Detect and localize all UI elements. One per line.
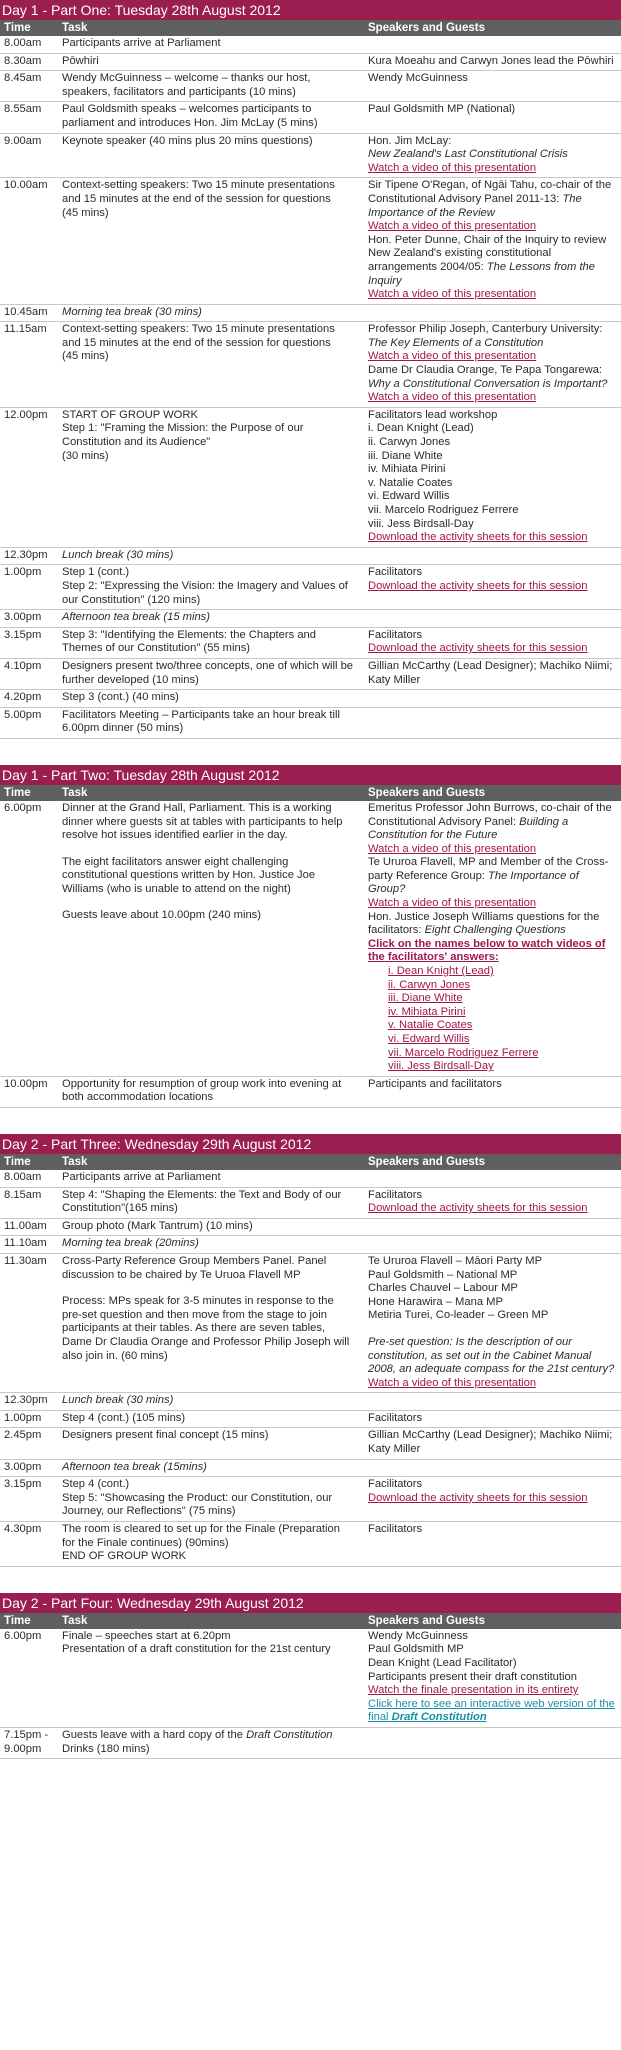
talk-title: Eight Challenging Questions	[424, 924, 566, 937]
row-speakers: Wendy McGuinness	[368, 72, 468, 85]
facilitator-video-link[interactable]: iv. Mihiata Pirini	[388, 1005, 466, 1018]
row-time: 12.00pm	[4, 408, 48, 421]
table-row	[0, 1428, 621, 1459]
row-time: 5.00pm	[4, 708, 42, 721]
talk-title: The Importance of the Review	[368, 192, 582, 219]
task-duration: (30 mins)	[62, 449, 109, 462]
panel-member: Charles Chauvel – Labour MP	[368, 1282, 518, 1295]
table-row	[0, 1477, 621, 1522]
row-time: 4.20pm	[4, 691, 42, 704]
task-text: Context-setting speakers: Two 15 minute presentations and 15 minutes at the end of the session for questions	[62, 179, 335, 205]
table-row	[0, 1728, 621, 1759]
table-row	[0, 71, 621, 102]
table-row	[0, 1411, 621, 1429]
row-speakers	[364, 1630, 621, 1725]
table-row	[0, 1254, 621, 1393]
table-row	[0, 801, 621, 1077]
row-speakers	[364, 306, 621, 320]
task-text: The room is cleared to set up for the Finale (Preparation for the Finale continues) (90mins)	[62, 1523, 340, 1549]
row-speakers	[364, 1461, 621, 1475]
download-activity-sheets-link[interactable]: Download the activity sheets for this session	[368, 1202, 588, 1215]
preset-question: Pre-set question: Is the description of our constitution, as set out in the Cabinet Manual 2008, an adequate compass for the 21st century?	[368, 1335, 615, 1376]
row-time: 1.00pm	[4, 566, 42, 579]
facilitator-item: vii. Marcelo Rodriguez Ferrere	[368, 504, 519, 516]
row-time: 3.00pm	[4, 611, 42, 624]
speaker-entry	[368, 364, 617, 391]
watch-video-link[interactable]: Watch a video of this presentation	[368, 897, 537, 910]
watch-finale-link[interactable]: Watch the finale presentation in its entirety	[368, 1684, 579, 1697]
header-time: Time	[4, 22, 31, 34]
table-row	[0, 1393, 621, 1411]
task-text: Cross-Party Reference Group Members Panel. Panel discussion to be chaired by Te Uruoa Flavell MP	[62, 1254, 327, 1281]
link-text-emphasis: Draft Constitution	[391, 1711, 487, 1724]
row-time: 10.00am	[4, 179, 48, 192]
speaker-entry	[368, 323, 617, 350]
task-text-emphasis: Draft Constitution	[246, 1728, 333, 1741]
speaker-entry	[368, 911, 617, 938]
table-row	[0, 1460, 621, 1478]
section-title: Day 1 - Part One: Tuesday 28th August 2012	[0, 0, 621, 20]
row-speakers: Gillian McCarthy (Lead Designer); Machiko Niimi; Katy Miller	[368, 659, 613, 686]
row-speakers	[364, 1478, 621, 1519]
talk-title: New Zealand's Last Constitutional Crisis	[368, 148, 568, 161]
table-row	[0, 1170, 621, 1188]
table-row	[0, 408, 621, 548]
header-speakers: Speakers and Guests	[368, 1155, 485, 1168]
facilitator-video-link[interactable]: iii. Diane White	[388, 992, 463, 1005]
time-start: 7.15pm -	[4, 1728, 49, 1741]
task-text: Drinks (180 mins)	[62, 1742, 150, 1755]
row-task: Step 3: "Identifying the Elements: the Chapters and Themes of our Constitution" (55 mins)	[62, 628, 316, 655]
row-speakers	[364, 135, 621, 176]
table-header	[0, 785, 621, 801]
section-day2-part3	[0, 1134, 621, 1567]
interactive-constitution-link[interactable]	[368, 1698, 617, 1725]
row-task	[58, 1729, 364, 1756]
row-speakers	[364, 1729, 621, 1756]
row-task: Afternoon tea break (15 mins)	[62, 611, 210, 624]
section-title: Day 2 - Part Four: Wednesday 29th August 2012	[0, 1593, 621, 1613]
table-row	[0, 1077, 621, 1108]
table-row	[0, 178, 621, 304]
row-task	[58, 802, 364, 1074]
header-task: Task	[62, 786, 88, 799]
facilitator-item: ii. Carwyn Jones	[368, 436, 451, 449]
task-text	[62, 1729, 356, 1743]
speaker-entry	[368, 179, 617, 220]
task-text: The eight facilitators answer eight challenging constitutional questions written by Hon. Justice Joe Williams (who is unable to attend on the night)	[62, 855, 316, 895]
row-time: 2.45pm	[4, 1429, 42, 1442]
speaker-name: Hon. Jim McLay:	[368, 134, 452, 147]
task-text: Step 1: "Framing the Mission: the Purpose of our Constitution and its Audience"	[62, 422, 304, 449]
task-text: Process: MPs speak for 3-5 minutes in response to the pre-set question and then move from the stage to join participants at their tables. As there are seven tables, Dame Dr Claudia Orange and Professor Philip Joseph will also join in. (60 mins)	[62, 1295, 350, 1362]
table-row	[0, 54, 621, 72]
header-speakers: Speakers and Guests	[368, 786, 485, 799]
row-task: Afternoon tea break (15mins)	[62, 1460, 207, 1473]
table-row	[0, 322, 621, 408]
table-row	[0, 134, 621, 179]
row-task	[58, 566, 364, 607]
watch-video-link[interactable]: Watch a video of this presentation	[368, 220, 537, 233]
task-text: END OF GROUP WORK	[62, 1550, 187, 1563]
time-end: 9.00pm	[4, 1742, 42, 1755]
row-speakers	[364, 323, 621, 405]
facilitator-video-link[interactable]: i. Dean Knight (Lead)	[388, 965, 494, 978]
row-task: Keynote speaker (40 mins plus 20 mins questions)	[62, 134, 313, 147]
row-time: 6.00pm	[4, 801, 42, 814]
row-speakers: Facilitators	[368, 1523, 423, 1536]
panel-member: Hone Harawira – Mana MP	[368, 1295, 503, 1308]
row-time: 10.45am	[4, 305, 48, 318]
row-speakers: Facilitators	[368, 1411, 423, 1424]
task-text: Step 5: "Showcasing the Product: our Constitution, our Journey, our Reflections" (75 mins)	[62, 1491, 333, 1518]
speaker-name: Paul Goldsmith MP	[368, 1643, 464, 1656]
task-text: Context-setting speakers: Two 15 minute presentations and 15 minutes at the end of the session for questions	[62, 323, 335, 349]
table-row	[0, 1522, 621, 1567]
row-time: 6.00pm	[4, 1629, 42, 1642]
header-time: Time	[4, 786, 31, 799]
link-text: Click here to see an interactive web version of the final	[368, 1697, 615, 1724]
facilitator-item: iii. Diane White	[368, 449, 443, 462]
table-row	[0, 1236, 621, 1254]
row-task: Step 4: "Shaping the Elements: the Text and Body of our Constitution"(165 mins)	[62, 1188, 342, 1215]
row-speakers	[364, 549, 621, 563]
table-header	[0, 1613, 621, 1629]
row-task	[58, 1630, 364, 1725]
row-time: 9.00am	[4, 134, 42, 147]
row-task	[58, 179, 364, 301]
row-time: 11.30am	[4, 1254, 47, 1267]
facilitator-video-link[interactable]: vi. Edward Willis	[388, 1033, 470, 1045]
row-time: 11.00am	[4, 1219, 47, 1232]
facilitator-item: i. Dean Knight (Lead)	[368, 422, 474, 435]
row-time: 11.15am	[4, 323, 47, 336]
facilitator-video-link[interactable]: viii. Jess Birdsall-Day	[388, 1060, 494, 1073]
download-activity-sheets-link[interactable]: Download the activity sheets for this session	[368, 1491, 588, 1504]
download-activity-sheets-link[interactable]: Download the activity sheets for this session	[368, 579, 588, 592]
speaker-name: Facilitators	[368, 1478, 423, 1491]
talk-title: Building a Constitution for the Future	[368, 815, 569, 842]
speaker-name: Dean Knight (Lead Facilitator)	[368, 1657, 517, 1669]
download-activity-sheets-link[interactable]: Download the activity sheets for this session	[368, 642, 588, 655]
row-speakers	[364, 1220, 621, 1234]
task-duration: (45 mins)	[62, 350, 109, 363]
table-row	[0, 1188, 621, 1219]
speaker-name: Facilitators	[368, 566, 423, 579]
talk-title: The Lessons from the Inquiry	[368, 260, 595, 287]
row-task	[58, 1523, 364, 1564]
facilitator-item: vi. Edward Willis	[368, 490, 450, 503]
header-speakers: Speakers and Guests	[368, 1614, 485, 1627]
row-speakers	[364, 611, 621, 625]
speaker-name: Te Ururoa Flavell, MP and Member of the Cross-party Reference Group:	[368, 856, 609, 882]
row-time: 3.15pm	[4, 628, 42, 641]
row-task: Pōwhiri	[62, 54, 99, 67]
row-task: Step 4 (cont.) (105 mins)	[62, 1411, 186, 1424]
row-task: Morning tea break (20mins)	[62, 1237, 199, 1250]
row-time: 3.15pm	[4, 1478, 42, 1491]
row-task: Step 3 (cont.) (40 mins)	[62, 691, 179, 704]
task-text: Guests leave about 10.00pm (240 mins)	[62, 909, 261, 922]
table-row	[0, 1219, 621, 1237]
row-time: 3.00pm	[4, 1460, 42, 1473]
speaker-name: Participants present their draft constitution	[368, 1670, 577, 1683]
row-task: Lunch break (30 mins)	[62, 1394, 174, 1407]
speaker-name: Hon. Peter Dunne, Chair of the Inquiry to review New Zealand's existing constitutional arrangements 2004/05:	[368, 233, 607, 273]
row-speakers	[364, 37, 621, 51]
table-row	[0, 659, 621, 690]
watch-video-link[interactable]: Watch a video of this presentation	[368, 288, 537, 301]
speaker-entry	[368, 802, 617, 843]
talk-title: The Key Elements of a Constitution	[368, 336, 544, 349]
row-speakers	[364, 709, 621, 736]
row-task: Designers present final concept (15 mins)	[62, 1429, 269, 1442]
speaker-name: Dame Dr Claudia Orange, Te Papa Tongarewa:	[368, 364, 603, 377]
header-task: Task	[62, 1155, 88, 1168]
row-time: 8.00am	[4, 1170, 42, 1183]
row-task: Participants arrive at Parliament	[62, 37, 221, 49]
speaker-name: Emeritus Professor John Burrows, co-chair of the Constitutional Advisory Panel:	[368, 801, 612, 828]
header-time: Time	[4, 1614, 31, 1627]
row-task: Facilitators Meeting – Participants take an hour break till 6.00pm dinner (50 mins)	[62, 708, 340, 735]
row-time: 1.00pm	[4, 1411, 42, 1424]
watch-video-link[interactable]: Watch a video of this presentation	[368, 1376, 537, 1389]
watch-video-link[interactable]: Watch a video of this presentation	[368, 161, 537, 174]
table-row	[0, 36, 621, 54]
table-header	[0, 1154, 621, 1170]
row-time: 12.30pm	[4, 548, 48, 561]
task-text-part: Guests leave with a hard copy of the	[62, 1728, 247, 1741]
panel-member: Paul Goldsmith – National MP	[368, 1268, 518, 1281]
header-task: Task	[62, 22, 88, 34]
facilitator-video-link[interactable]: v. Natalie Coates	[388, 1019, 473, 1032]
table-row	[0, 628, 621, 659]
task-text: START OF GROUP WORK	[62, 408, 198, 421]
speaker-name: Sir Tipene O'Regan, of Ngāi Tahu, co-chair of the Constitutional Advisory Panel 2011-13:	[368, 179, 612, 205]
speaker-name: Facilitators	[368, 628, 423, 641]
table-row	[0, 305, 621, 323]
row-time: 4.10pm	[4, 659, 42, 672]
row-time: 10.00pm	[4, 1077, 48, 1090]
row-task	[58, 1478, 364, 1519]
row-time: 8.00am	[4, 37, 42, 49]
section-day2-part4	[0, 1593, 621, 1759]
row-speakers	[364, 179, 621, 301]
row-task: Participants arrive at Parliament	[62, 1170, 221, 1183]
table-row	[0, 565, 621, 610]
row-speakers	[364, 566, 621, 607]
row-speakers	[364, 1171, 621, 1185]
row-task: Paul Goldsmith speaks – welcomes participants to parliament and introduces Hon. Jim McLay (5 mins)	[62, 103, 318, 129]
row-task: Lunch break (30 mins)	[62, 548, 174, 561]
talk-title: The Importance of Group?	[368, 869, 579, 896]
watch-video-link[interactable]: Watch a video of this presentation	[368, 350, 537, 363]
facilitator-video-link[interactable]: ii. Carwyn Jones	[388, 978, 471, 991]
row-time: 12.30pm	[4, 1394, 48, 1407]
header-task: Task	[62, 1614, 88, 1627]
speaker-entry	[368, 856, 617, 897]
speaker-name: Wendy McGuinness	[368, 1629, 468, 1642]
facilitator-item: viii. Jess Birdsall-Day	[368, 517, 474, 530]
speaker-name: Hon. Justice Joseph Williams questions for the facilitators:	[368, 910, 600, 937]
watch-video-link[interactable]: Watch a video of this presentation	[368, 391, 537, 404]
talk-title: Why a Constitutional Conversation is Important?	[368, 377, 608, 390]
row-task: Morning tea break (30 mins)	[62, 305, 202, 318]
row-time: 11.10am	[4, 1237, 47, 1250]
download-activity-sheets-link[interactable]: Download the activity sheets for this session	[368, 531, 588, 544]
row-task: Wendy McGuinness – welcome – thanks our host, speakers, facilitators and participants (10 mins)	[62, 72, 311, 98]
table-header	[0, 20, 621, 36]
section-title: Day 2 - Part Three: Wednesday 29th August 2012	[0, 1134, 621, 1154]
table-row	[0, 708, 621, 739]
section-day1-part2	[0, 765, 621, 1108]
task-text: Dinner at the Grand Hall, Parliament. This is a working dinner where guests sit at tables with participants to help resolve hot issues identified earlier in the day.	[62, 801, 343, 842]
row-speakers	[364, 691, 621, 705]
task-text: Step 4 (cont.)	[62, 1478, 130, 1491]
row-speakers: Gillian McCarthy (Lead Designer); Machiko Niimi; Katy Miller	[368, 1429, 613, 1456]
row-speakers	[364, 629, 621, 656]
task-text: Finale – speeches start at 6.20pm	[62, 1629, 231, 1642]
task-text: Presentation of a draft constitution for the 21st century	[62, 1643, 331, 1656]
section-title: Day 1 - Part Two: Tuesday 28th August 2012	[0, 765, 621, 785]
facilitator-video-link[interactable]: vii. Marcelo Rodriguez Ferrere	[388, 1046, 539, 1059]
row-task	[58, 323, 364, 405]
speaker-name: Facilitators	[368, 1188, 423, 1201]
row-speakers	[364, 1237, 621, 1251]
table-row	[0, 610, 621, 628]
row-time	[0, 1729, 58, 1756]
table-row	[0, 548, 621, 566]
row-time: 8.55am	[4, 103, 42, 116]
row-speakers	[364, 409, 621, 545]
row-speakers	[364, 802, 621, 1074]
speaker-entry	[368, 234, 617, 288]
row-time: 8.30am	[4, 54, 42, 67]
section-day1-part1	[0, 0, 621, 739]
facilitator-answers-link[interactable]: Click on the names below to watch videos of the facilitators' answers:	[368, 937, 606, 964]
watch-video-link[interactable]: Watch a video of this presentation	[368, 842, 537, 855]
speaker-intro: Facilitators lead workshop	[368, 408, 498, 421]
row-speakers	[364, 1394, 621, 1408]
row-time: 4.30pm	[4, 1523, 42, 1536]
row-task: Group photo (Mark Tantrum) (10 mins)	[62, 1219, 253, 1232]
row-speakers: Paul Goldsmith MP (National)	[368, 103, 516, 116]
row-speakers	[364, 1189, 621, 1216]
row-task: Opportunity for resumption of group work into evening at both accommodation locations	[62, 1077, 342, 1104]
table-row	[0, 102, 621, 133]
task-duration: (45 mins)	[62, 206, 109, 219]
header-speakers: Speakers and Guests	[368, 22, 485, 34]
task-text: Step 1 (cont.)	[62, 566, 130, 579]
header-time: Time	[4, 1155, 31, 1168]
facilitator-item: v. Natalie Coates	[368, 476, 453, 489]
row-speakers: Kura Moeahu and Carwyn Jones lead the Pōwhiri	[368, 54, 614, 67]
row-task	[58, 1255, 364, 1390]
panel-member: Metiria Turei, Co-leader – Green MP	[368, 1309, 549, 1322]
row-task: Designers present two/three concepts, one of which will be further developed (10 mins)	[62, 659, 354, 686]
table-row	[0, 1629, 621, 1728]
panel-member: Te Ururoa Flavell – Māori Party MP	[368, 1254, 543, 1267]
row-time: 8.15am	[4, 1188, 42, 1201]
row-speakers: Participants and facilitators	[368, 1077, 502, 1090]
row-time: 8.45am	[4, 72, 42, 85]
row-speakers	[364, 1255, 621, 1390]
task-text: Step 2: "Expressing the Vision: the Imagery and Values of our Constitution" (120 mins)	[62, 579, 348, 606]
facilitator-item: iv. Mihiata Pirini	[368, 463, 446, 476]
speaker-name: Professor Philip Joseph, Canterbury University:	[368, 323, 603, 336]
table-row	[0, 690, 621, 708]
row-task	[58, 409, 364, 545]
